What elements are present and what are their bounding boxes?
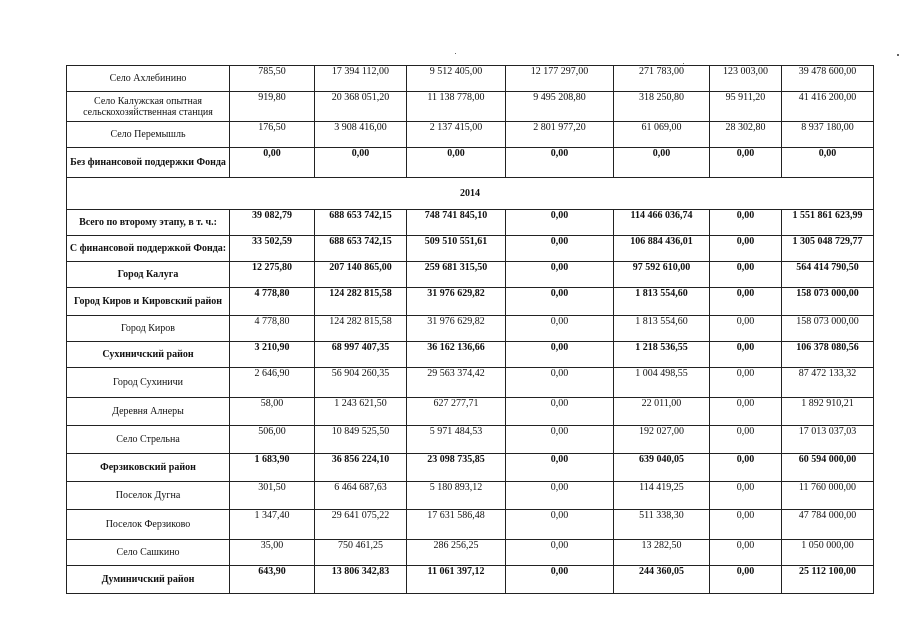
value-cell: 0,00 bbox=[710, 540, 782, 566]
row-name: Село Сашкино bbox=[67, 540, 230, 566]
value-cell: 0,00 bbox=[506, 342, 614, 368]
value-cell: 1 218 536,55 bbox=[614, 342, 710, 368]
table-row bbox=[67, 368, 874, 398]
value-cell: 301,50 bbox=[230, 482, 315, 510]
value-cell: 0,00 bbox=[710, 510, 782, 540]
value-cell: 20 368 051,20 bbox=[315, 92, 407, 122]
row-name: Всего по второму этапу, в т. ч.: bbox=[67, 210, 230, 236]
value-cell: 176,50 bbox=[230, 122, 315, 148]
value-cell: 60 594 000,00 bbox=[782, 454, 874, 482]
value-cell: 2 801 977,20 bbox=[506, 122, 614, 148]
value-cell: 564 414 790,50 bbox=[782, 262, 874, 288]
value-cell: 688 653 742,15 bbox=[315, 210, 407, 236]
value-cell: 0,00 bbox=[230, 148, 315, 178]
value-cell: 0,00 bbox=[710, 148, 782, 178]
row-name: Сухиничский район bbox=[67, 342, 230, 368]
value-cell: 56 904 260,35 bbox=[315, 368, 407, 398]
table-row bbox=[67, 454, 874, 482]
value-cell: 39 082,79 bbox=[230, 210, 315, 236]
housing-program-table bbox=[66, 65, 874, 594]
value-cell: 639 040,05 bbox=[614, 454, 710, 482]
value-cell: 1 551 861 623,99 bbox=[782, 210, 874, 236]
table-row bbox=[67, 262, 874, 288]
value-cell: 1 813 554,60 bbox=[614, 288, 710, 316]
value-cell: 28 302,80 bbox=[710, 122, 782, 148]
table-row bbox=[67, 148, 874, 178]
value-cell: 0,00 bbox=[506, 482, 614, 510]
value-cell: 106 884 436,01 bbox=[614, 236, 710, 262]
value-cell: 47 784 000,00 bbox=[782, 510, 874, 540]
value-cell: 1 892 910,21 bbox=[782, 398, 874, 426]
value-cell: 0,00 bbox=[710, 426, 782, 454]
table-row bbox=[67, 482, 874, 510]
table-row bbox=[67, 288, 874, 316]
value-cell: 11 138 778,00 bbox=[407, 92, 506, 122]
value-cell: 0,00 bbox=[506, 540, 614, 566]
value-cell: 5 180 893,12 bbox=[407, 482, 506, 510]
value-cell: 0,00 bbox=[506, 398, 614, 426]
value-cell: 97 592 610,00 bbox=[614, 262, 710, 288]
value-cell: 748 741 845,10 bbox=[407, 210, 506, 236]
value-cell: 9 495 208,80 bbox=[506, 92, 614, 122]
row-name: Село Перемышль bbox=[67, 122, 230, 148]
value-cell: 0,00 bbox=[315, 148, 407, 178]
value-cell: 1 683,90 bbox=[230, 454, 315, 482]
value-cell: 39 478 600,00 bbox=[782, 66, 874, 92]
value-cell: 688 653 742,15 bbox=[315, 236, 407, 262]
value-cell: 750 461,25 bbox=[315, 540, 407, 566]
table-body bbox=[67, 66, 874, 594]
row-name: Город Калуга bbox=[67, 262, 230, 288]
value-cell: 0,00 bbox=[710, 482, 782, 510]
value-cell: 12 275,80 bbox=[230, 262, 315, 288]
value-cell: 8 937 180,00 bbox=[782, 122, 874, 148]
value-cell: 13 282,50 bbox=[614, 540, 710, 566]
value-cell: 0,00 bbox=[506, 316, 614, 342]
row-name: С финансовой поддержкой Фонда: bbox=[67, 236, 230, 262]
value-cell: 0,00 bbox=[614, 148, 710, 178]
value-cell: 29 563 374,42 bbox=[407, 368, 506, 398]
value-cell: 124 282 815,58 bbox=[315, 288, 407, 316]
scan-speck bbox=[683, 63, 684, 64]
value-cell: 41 416 200,00 bbox=[782, 92, 874, 122]
value-cell: 13 806 342,83 bbox=[315, 566, 407, 594]
value-cell: 207 140 865,00 bbox=[315, 262, 407, 288]
value-cell: 12 177 297,00 bbox=[506, 66, 614, 92]
value-cell: 1 305 048 729,77 bbox=[782, 236, 874, 262]
table-row bbox=[67, 92, 874, 122]
value-cell: 192 027,00 bbox=[614, 426, 710, 454]
value-cell: 0,00 bbox=[710, 288, 782, 316]
row-name: Село Калужская опытная сельскохозяйственная станция bbox=[67, 92, 230, 122]
value-cell: 0,00 bbox=[506, 262, 614, 288]
value-cell: 0,00 bbox=[506, 368, 614, 398]
value-cell: 23 098 735,85 bbox=[407, 454, 506, 482]
value-cell: 0,00 bbox=[710, 566, 782, 594]
value-cell: 1 813 554,60 bbox=[614, 316, 710, 342]
value-cell: 31 976 629,82 bbox=[407, 288, 506, 316]
value-cell: 0,00 bbox=[710, 316, 782, 342]
value-cell: 0,00 bbox=[782, 148, 874, 178]
value-cell: 0,00 bbox=[506, 288, 614, 316]
row-name: Поселок Дугна bbox=[67, 482, 230, 510]
value-cell: 11 061 397,12 bbox=[407, 566, 506, 594]
value-cell: 0,00 bbox=[506, 210, 614, 236]
value-cell: 627 277,71 bbox=[407, 398, 506, 426]
table-row bbox=[67, 236, 874, 262]
value-cell: 1 347,40 bbox=[230, 510, 315, 540]
table-row bbox=[67, 510, 874, 540]
value-cell: 1 243 621,50 bbox=[315, 398, 407, 426]
value-cell: 11 760 000,00 bbox=[782, 482, 874, 510]
value-cell: 919,80 bbox=[230, 92, 315, 122]
scan-speck bbox=[455, 53, 456, 54]
value-cell: 61 069,00 bbox=[614, 122, 710, 148]
value-cell: 106 378 080,56 bbox=[782, 342, 874, 368]
value-cell: 87 472 133,32 bbox=[782, 368, 874, 398]
value-cell: 114 419,25 bbox=[614, 482, 710, 510]
value-cell: 124 282 815,58 bbox=[315, 316, 407, 342]
value-cell: 0,00 bbox=[506, 236, 614, 262]
scan-speck bbox=[897, 54, 899, 56]
value-cell: 271 783,00 bbox=[614, 66, 710, 92]
table-row bbox=[67, 210, 874, 236]
row-name: Город Сухиничи bbox=[67, 368, 230, 398]
table-row bbox=[67, 540, 874, 566]
row-name: Думиничский район bbox=[67, 566, 230, 594]
row-name: Без финансовой поддержки Фонда bbox=[67, 148, 230, 178]
table-row bbox=[67, 566, 874, 594]
value-cell: 0,00 bbox=[506, 148, 614, 178]
table-row bbox=[67, 316, 874, 342]
value-cell: 25 112 100,00 bbox=[782, 566, 874, 594]
value-cell: 36 162 136,66 bbox=[407, 342, 506, 368]
value-cell: 58,00 bbox=[230, 398, 315, 426]
value-cell: 17 394 112,00 bbox=[315, 66, 407, 92]
value-cell: 318 250,80 bbox=[614, 92, 710, 122]
value-cell: 1 050 000,00 bbox=[782, 540, 874, 566]
year-row bbox=[67, 178, 874, 210]
value-cell: 158 073 000,00 bbox=[782, 316, 874, 342]
value-cell: 3 210,90 bbox=[230, 342, 315, 368]
value-cell: 286 256,25 bbox=[407, 540, 506, 566]
value-cell: 0,00 bbox=[710, 236, 782, 262]
value-cell: 0,00 bbox=[506, 454, 614, 482]
value-cell: 29 641 075,22 bbox=[315, 510, 407, 540]
value-cell: 785,50 bbox=[230, 66, 315, 92]
value-cell: 0,00 bbox=[506, 510, 614, 540]
value-cell: 0,00 bbox=[710, 398, 782, 426]
value-cell: 511 338,30 bbox=[614, 510, 710, 540]
value-cell: 35,00 bbox=[230, 540, 315, 566]
row-name: Село Ахлебинино bbox=[67, 66, 230, 92]
value-cell: 643,90 bbox=[230, 566, 315, 594]
row-name: Город Киров bbox=[67, 316, 230, 342]
value-cell: 158 073 000,00 bbox=[782, 288, 874, 316]
value-cell: 3 908 416,00 bbox=[315, 122, 407, 148]
value-cell: 0,00 bbox=[506, 426, 614, 454]
value-cell: 10 849 525,50 bbox=[315, 426, 407, 454]
value-cell: 2 646,90 bbox=[230, 368, 315, 398]
table-row bbox=[67, 66, 874, 92]
value-cell: 0,00 bbox=[710, 368, 782, 398]
value-cell: 0,00 bbox=[710, 262, 782, 288]
table-row bbox=[67, 342, 874, 368]
value-cell: 17 013 037,03 bbox=[782, 426, 874, 454]
value-cell: 95 911,20 bbox=[710, 92, 782, 122]
value-cell: 6 464 687,63 bbox=[315, 482, 407, 510]
value-cell: 9 512 405,00 bbox=[407, 66, 506, 92]
table-row bbox=[67, 398, 874, 426]
value-cell: 0,00 bbox=[407, 148, 506, 178]
value-cell: 259 681 315,50 bbox=[407, 262, 506, 288]
table-row bbox=[67, 426, 874, 454]
value-cell: 0,00 bbox=[710, 454, 782, 482]
value-cell: 509 510 551,61 bbox=[407, 236, 506, 262]
value-cell: 4 778,80 bbox=[230, 316, 315, 342]
value-cell: 33 502,59 bbox=[230, 236, 315, 262]
value-cell: 123 003,00 bbox=[710, 66, 782, 92]
value-cell: 114 466 036,74 bbox=[614, 210, 710, 236]
row-name: Поселок Ферзиково bbox=[67, 510, 230, 540]
value-cell: 1 004 498,55 bbox=[614, 368, 710, 398]
table-row bbox=[67, 122, 874, 148]
value-cell: 36 856 224,10 bbox=[315, 454, 407, 482]
value-cell: 244 360,05 bbox=[614, 566, 710, 594]
value-cell: 2 137 415,00 bbox=[407, 122, 506, 148]
year-label: 2014 bbox=[67, 178, 874, 210]
value-cell: 22 011,00 bbox=[614, 398, 710, 426]
value-cell: 0,00 bbox=[710, 210, 782, 236]
row-name: Ферзиковский район bbox=[67, 454, 230, 482]
value-cell: 5 971 484,53 bbox=[407, 426, 506, 454]
value-cell: 0,00 bbox=[506, 566, 614, 594]
value-cell: 0,00 bbox=[710, 342, 782, 368]
value-cell: 17 631 586,48 bbox=[407, 510, 506, 540]
value-cell: 4 778,80 bbox=[230, 288, 315, 316]
row-name: Село Стрельна bbox=[67, 426, 230, 454]
value-cell: 31 976 629,82 bbox=[407, 316, 506, 342]
row-name: Деревня Алнеры bbox=[67, 398, 230, 426]
value-cell: 68 997 407,35 bbox=[315, 342, 407, 368]
row-name: Город Киров и Кировский район bbox=[67, 288, 230, 316]
value-cell: 506,00 bbox=[230, 426, 315, 454]
